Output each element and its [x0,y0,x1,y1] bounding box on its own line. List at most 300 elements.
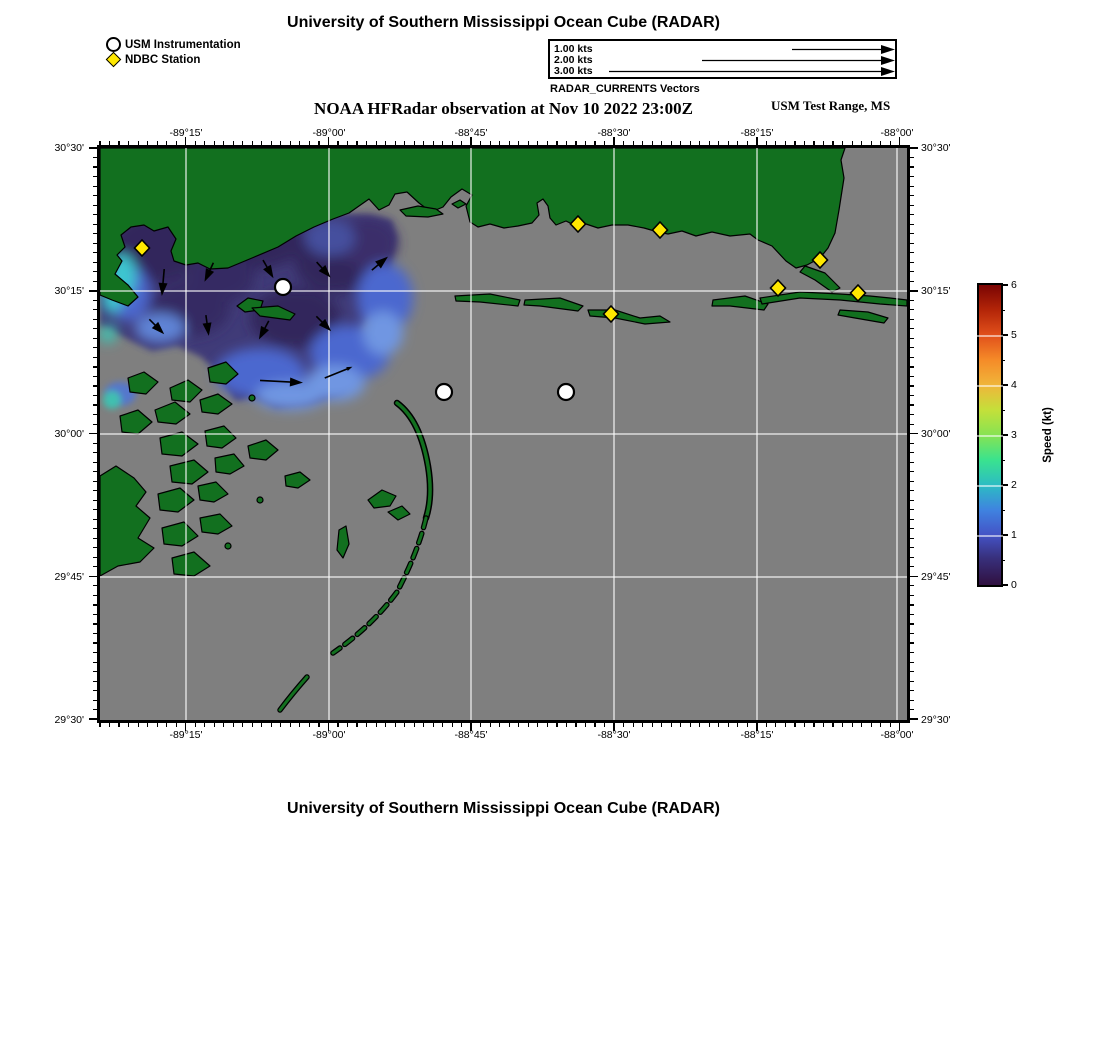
y-axis-tick [910,690,914,691]
x-tick-label: -88°00' [880,729,914,741]
y-axis-tick [910,500,914,501]
x-axis-tick [261,141,262,145]
y-axis-tick [93,224,97,225]
colorbar-minor-tick [1001,410,1005,411]
y-axis-tick [93,271,97,272]
x-axis-tick [699,723,700,727]
ndbc-station-marker-icon [106,52,122,68]
x-axis-tick [718,723,719,727]
y-axis-tick [910,576,918,578]
x-axis-tick [547,141,548,145]
x-axis-tick [823,723,824,727]
map-legend [106,37,241,67]
x-axis-tick [157,141,158,145]
y-axis-tick [93,385,97,386]
x-axis-tick [766,723,767,727]
x-axis-tick [813,141,814,145]
usm-instrumentation-station [558,384,574,400]
x-axis-tick [366,141,367,145]
x-axis-tick [556,141,557,145]
x-axis-tick [509,141,510,145]
y-axis-tick [93,262,97,263]
colorbar-tick-label: 6 [1011,279,1017,291]
y-axis-tick [910,157,914,158]
x-axis-tick [594,723,595,727]
y-axis-tick [93,519,97,520]
y-axis-tick [93,281,97,282]
y-axis-tick [910,671,914,672]
y-axis-tick [910,290,918,292]
x-axis-tick [842,141,843,145]
x-axis-tick [890,723,891,727]
x-axis-tick [423,723,424,727]
x-axis-tick [309,141,310,145]
x-axis-tick [499,723,500,727]
y-axis-tick [93,500,97,501]
x-axis-tick [147,141,148,145]
y-axis-tick [93,633,97,634]
colorbar-tick [1001,284,1008,286]
colorbar-tick-label: 0 [1011,579,1017,591]
x-axis-tick [528,141,529,145]
y-axis-tick [910,300,914,301]
y-tick-label: 30°15' [54,285,84,297]
x-axis-tick [404,723,405,727]
y-axis-tick [93,366,97,367]
y-axis-tick [93,243,97,244]
x-axis-tick [290,141,291,145]
x-axis-tick [385,723,386,727]
x-axis-tick [128,141,129,145]
x-axis-tick [252,723,253,727]
x-axis-tick [709,141,710,145]
y-axis-tick [910,147,918,149]
x-axis-tick [604,141,605,145]
x-axis-tick [871,723,872,727]
x-axis-tick [699,141,700,145]
x-axis-tick [461,723,462,727]
x-axis-tick [785,141,786,145]
y-axis-tick [910,595,914,596]
y-axis-tick [93,452,97,453]
y-axis-tick [910,481,914,482]
y-axis-tick [93,338,97,339]
y-axis-tick [910,214,914,215]
y-axis-tick [910,414,914,415]
x-axis-tick [166,141,167,145]
y-axis-tick [910,366,914,367]
x-axis-tick [423,141,424,145]
usm-instrumentation-station [436,384,452,400]
x-axis-tick [442,723,443,727]
y-axis-tick [910,642,914,643]
colorbar-minor-tick [1001,310,1005,311]
colorbar-gridline [977,435,1003,437]
colorbar-tick-label: 1 [1011,529,1017,541]
vector-scale-label-3: 3.00 kts [554,65,593,77]
y-axis-tick [93,214,97,215]
x-axis-tick [128,723,129,727]
x-axis-tick [852,723,853,727]
colorbar-gridline [977,385,1003,387]
y-axis-tick [93,595,97,596]
y-axis-tick [910,614,914,615]
y-axis-tick [93,166,97,167]
x-axis-tick [661,141,662,145]
colorbar-minor-tick [1001,510,1005,511]
y-axis-tick [910,385,914,386]
y-axis-tick [910,471,914,472]
x-tick-label: -88°15' [740,729,774,741]
x-axis-tick [537,141,538,145]
colorbar-tick-label: 3 [1011,429,1017,441]
x-axis-tick [452,141,453,145]
y-axis-tick [89,433,97,435]
x-axis-tick [794,723,795,727]
y-axis-tick [93,509,97,510]
y-axis-tick [93,347,97,348]
y-axis-tick [910,319,914,320]
x-axis-tick [852,141,853,145]
x-axis-tick [376,723,377,727]
colorbar-tick [1001,584,1008,586]
vector-scale-label-2: 2.00 kts [554,54,593,66]
y-axis-tick [93,642,97,643]
y-axis-tick [910,347,914,348]
y-axis-tick [93,357,97,358]
x-axis-tick [480,723,481,727]
x-axis-tick [871,141,872,145]
vector-scale-label-1: 1.00 kts [554,43,593,55]
x-axis-tick [299,141,300,145]
x-axis-tick [337,141,338,145]
y-axis-tick [910,604,914,605]
x-axis-tick [518,723,519,727]
x-axis-tick [138,723,139,727]
y-axis-tick [910,338,914,339]
x-axis-tick [138,141,139,145]
legend-row-usm [106,37,241,52]
y-axis-tick [93,566,97,567]
colorbar-tick-label: 4 [1011,379,1017,391]
y-axis-tick [93,252,97,253]
y-axis-tick [910,633,914,634]
y-axis-tick [910,681,914,682]
y-axis-tick [910,709,914,710]
x-axis-tick [280,141,281,145]
x-axis-tick [556,723,557,727]
x-axis-tick [433,723,434,727]
y-axis-tick [93,404,97,405]
x-axis-tick [766,141,767,145]
y-axis-tick [93,662,97,663]
x-axis-tick [804,723,805,727]
x-axis-tick [728,723,729,727]
x-axis-tick [633,723,634,727]
y-axis-tick [89,718,97,720]
y-axis-tick [93,623,97,624]
x-axis-tick [623,141,624,145]
y-axis-tick [93,186,97,187]
y-axis-tick [910,662,914,663]
x-axis-tick [309,723,310,727]
y-axis-tick [910,195,914,196]
x-axis-tick [566,141,567,145]
y-axis-tick [89,147,97,149]
y-axis-tick [910,176,914,177]
vector-scale-caption: RADAR_CURRENTS Vectors [550,83,700,95]
y-axis-tick [93,604,97,605]
usm-instrumentation-station [275,279,291,295]
y-axis-tick [910,462,914,463]
colorbar-tick-label: 5 [1011,329,1017,341]
y-axis-tick [910,395,914,396]
x-axis-tick [176,141,177,145]
x-axis-tick [880,141,881,145]
y-axis-tick [910,547,914,548]
y-axis-tick [910,243,914,244]
x-axis-tick [861,141,862,145]
x-axis-tick [528,723,529,727]
x-axis-tick [880,723,881,727]
x-axis-tick [537,723,538,727]
x-axis-tick [680,141,681,145]
y-axis-tick [93,490,97,491]
x-axis-tick [452,723,453,727]
x-axis-tick [395,141,396,145]
x-axis-tick [737,723,738,727]
x-axis-tick [671,723,672,727]
y-axis-tick [910,262,914,263]
y-axis-tick [93,328,97,329]
y-axis-tick [93,538,97,539]
y-tick-label: 29°30' [54,714,84,726]
y-axis-tick [93,395,97,396]
y-axis-tick [93,319,97,320]
y-axis-tick [910,205,914,206]
x-axis-tick [347,723,348,727]
x-axis-tick [642,141,643,145]
x-axis-tick [633,141,634,145]
map-canvas [100,148,907,720]
x-axis-tick [204,141,205,145]
y-axis-tick [910,443,914,444]
y-axis-tick [910,404,914,405]
y-axis-tick [93,585,97,586]
x-axis-tick [204,723,205,727]
y-axis-tick [93,481,97,482]
x-tick-label: -88°30' [597,127,631,139]
x-axis-tick [842,723,843,727]
x-axis-tick [480,141,481,145]
x-axis-tick [356,723,357,727]
colorbar-tick-label: 2 [1011,479,1017,491]
x-axis-tick [547,723,548,727]
x-axis-tick [233,141,234,145]
x-axis-tick [747,723,748,727]
test-range-label: USM Test Range, MS [771,98,891,113]
x-axis-tick [785,723,786,727]
x-axis-tick [99,723,100,727]
x-tick-label: -88°30' [597,729,631,741]
legend-row-ndbc [106,52,241,67]
x-axis-tick [804,141,805,145]
y-axis-tick [93,157,97,158]
vector-scale-arrows [550,41,895,77]
y-axis-tick [89,576,97,578]
x-tick-label: -89°15' [169,729,203,741]
y-axis-tick [910,509,914,510]
x-axis-tick [376,141,377,145]
y-axis-tick [910,557,914,558]
y-axis-tick [910,271,914,272]
y-axis-tick [910,538,914,539]
x-axis-tick [318,723,319,727]
x-axis-tick [433,141,434,145]
y-axis-tick [93,671,97,672]
x-axis-tick [109,141,110,145]
y-axis-tick [910,424,914,425]
x-axis-tick [832,723,833,727]
x-axis-tick [356,141,357,145]
x-axis-tick [861,723,862,727]
x-axis-tick [347,141,348,145]
x-axis-tick [442,141,443,145]
y-axis-tick [93,528,97,529]
map [97,145,910,723]
x-tick-label: -88°15' [740,127,774,139]
y-axis-tick [910,700,914,701]
x-axis-tick [223,723,224,727]
y-tick-label: 30°00' [921,428,951,440]
usm-instrumentation-marker-icon [106,37,121,52]
y-axis-tick [910,585,914,586]
x-axis-tick [242,141,243,145]
x-axis-tick [623,723,624,727]
x-axis-tick [775,723,776,727]
x-axis-tick [652,723,653,727]
y-axis-tick [910,309,914,310]
x-axis-tick [518,141,519,145]
y-axis-tick [910,528,914,529]
y-tick-label: 30°30' [54,142,84,154]
x-axis-tick [594,141,595,145]
x-axis-tick [566,723,567,727]
x-axis-tick [575,141,576,145]
y-axis-tick [910,376,914,377]
x-axis-tick [252,141,253,145]
x-axis-tick [271,141,272,145]
x-axis-tick [690,723,691,727]
x-axis-tick [337,723,338,727]
y-axis-tick [93,700,97,701]
x-axis-tick [728,141,729,145]
x-axis-tick [195,723,196,727]
figure-title-bottom: University of Southern Mississippi Ocean Cube (RADAR) [287,800,720,817]
y-axis-tick [910,519,914,520]
x-axis-tick [737,141,738,145]
y-axis-tick [910,566,914,567]
y-axis-tick [93,462,97,463]
x-axis-tick [214,723,215,727]
y-axis-tick [910,252,914,253]
y-axis-tick [910,452,914,453]
x-tick-label: -89°15' [169,127,203,139]
y-axis-tick [910,233,914,234]
y-axis-tick [93,681,97,682]
x-axis-tick [813,723,814,727]
y-axis-tick [910,490,914,491]
x-axis-tick [299,723,300,727]
x-axis-tick [214,141,215,145]
y-axis-tick [910,281,914,282]
y-axis-tick [93,233,97,234]
colorbar-gridline [977,535,1003,537]
x-axis-tick [747,141,748,145]
y-axis-tick [910,186,914,187]
x-axis-tick [490,723,491,727]
colorbar-gridline [977,335,1003,337]
x-axis-tick [233,723,234,727]
y-tick-label: 30°00' [54,428,84,440]
x-axis-tick [147,723,148,727]
y-axis-tick [93,300,97,301]
x-axis-tick [109,723,110,727]
x-axis-tick [832,141,833,145]
x-axis-tick [490,141,491,145]
y-axis-tick [910,166,914,167]
y-axis-tick [910,652,914,653]
x-axis-tick [604,723,605,727]
x-axis-tick [575,723,576,727]
y-axis-tick [93,205,97,206]
vector-scale-box [548,39,897,79]
colorbar-minor-tick [1001,360,1005,361]
x-axis-tick [690,141,691,145]
x-axis-tick [890,141,891,145]
x-axis-tick [585,723,586,727]
y-tick-label: 30°30' [921,142,951,154]
x-axis-tick [680,723,681,727]
x-axis-tick [823,141,824,145]
x-axis-tick [585,141,586,145]
x-axis-tick [261,723,262,727]
y-axis-tick [910,357,914,358]
x-axis-tick [118,141,119,145]
y-axis-tick [93,176,97,177]
x-axis-tick [223,141,224,145]
x-axis-tick [395,723,396,727]
x-tick-label: -88°00' [880,127,914,139]
x-axis-tick [176,723,177,727]
y-axis-tick [93,709,97,710]
x-axis-tick [157,723,158,727]
x-axis-tick [718,141,719,145]
x-axis-tick [414,723,415,727]
figure-title-top: University of Southern Mississippi Ocean Cube (RADAR) [287,14,720,31]
y-axis-tick [93,652,97,653]
y-axis-tick [910,224,914,225]
y-axis-tick [93,690,97,691]
x-axis-tick [414,141,415,145]
x-axis-tick [652,141,653,145]
y-axis-tick [93,414,97,415]
x-axis-tick [671,141,672,145]
y-axis-tick [93,195,97,196]
x-axis-tick [166,723,167,727]
y-axis-tick [93,471,97,472]
x-axis-tick [794,141,795,145]
